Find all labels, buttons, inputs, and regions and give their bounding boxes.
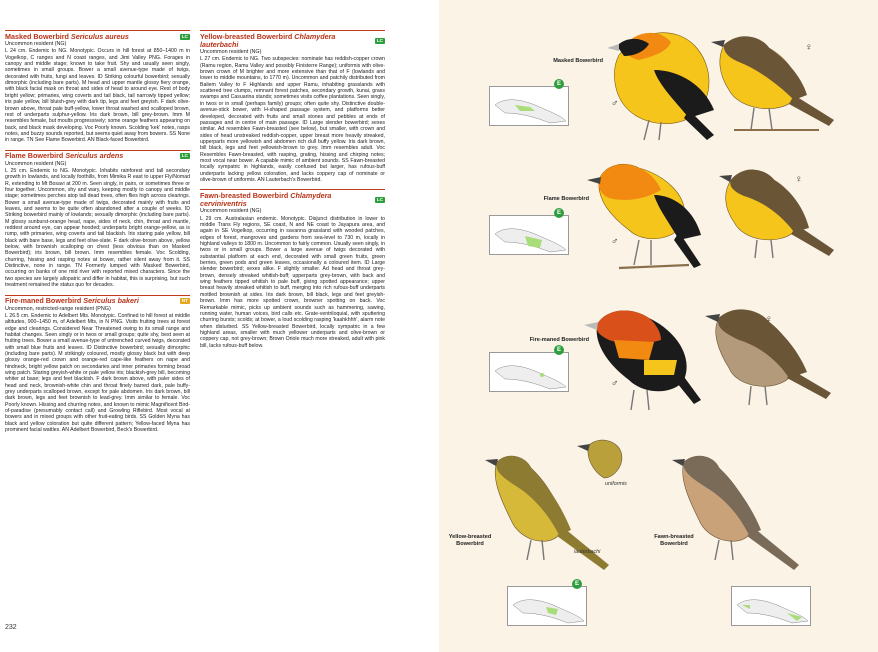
range-map-shape — [508, 587, 588, 627]
species-common-name: Masked Bowerbird — [5, 31, 69, 41]
species-scientific-name: Sericulus aureus — [70, 31, 129, 41]
label-lauterbachi: lauterbachi — [574, 549, 601, 555]
uniformis-head-illustration — [577, 440, 622, 478]
iucn-status-badge: LC — [181, 33, 188, 39]
label-yellow-breasted-bowerbird: Yellow-breasted Bowerbird — [448, 534, 492, 547]
species-header — [5, 30, 190, 41]
female-symbol: ♀ — [795, 174, 803, 185]
flame-bowerbird-male-illustration — [587, 164, 701, 268]
species-description: L 29 cm. Australasian endemic. Monotypic. Disjunct distribution in lower to middle Trans Fly regions, SE coast, N and NE coast to Jayapura area, and again in SE Vogelkop, occurring in savanna grassland with wooded patches, edges of forest, mangroves and gardens from sea-level to 730 m, locally in highland valleys to 1800 m. Uncommon to fairly common. Usually seen singly, in twos or in small groups. Bower a large avenue of twigs decorated with substantial platform at each end, decorated with small green fruits, green berries, green pods and green leaves, occasionally a coloured item. ID Large slender bowerbird; sexes alike. F slightly smaller. Ad head and throat grey-brown, densely streaked whitish-buff; upperparts grey-brown, with back and wing feathers tipped whitish to pale buff, giving spotted appearance; upper breast heavily streaked whitish to buff, merging into rich rufous-buff underparts mottled brownish at sides. Iris dark brown, bill black, legs and feet greyish-brown. Imm has more spotted crown, browner spotting on back. Voc Remarkable mimic, picks up ambient sounds such as hammering, sawing, running water, human voices, bird calls etc. Grate-ventriloquial, with sputtering churring bursts; scolds; at bower, a loud scolding rasping 'kaahkhhh', alarm note when disturbed. SS Yellow-breasted Bowerbird, locally sympatric in a few highland areas, smaller with much yellower underparts and olive-brown or coppery cap, not grey-brown; Brown Oriole much more streaked, adult with pink bill, lacks rufous-buff below. — [200, 215, 385, 349]
species-scientific-name: Chlamydera cerviniventris — [200, 190, 332, 208]
species-account-fawn-breasted — [200, 189, 385, 349]
range-map-yellow-breasted — [507, 581, 587, 626]
species-status: Uncommon, restricted-range resident (PNG) — [5, 305, 111, 312]
species-account-flame — [5, 150, 190, 289]
species-description: L 24 cm. Endemic to NG. Monotypic. Occurs in hill forest at 850–1400 m in Vogelkop, C ranges and N coast ranges, and Jimi Valley PNG. Forages in canopy and middle stage; known to take fruit. Shy and usually seen singly, sometimes in small groups. Bower a small avenue-type made of twigs, decorated with fruits, fungi and leaves. ID Striking colourful bowerbird; sexually dimorphic (including bare parts). M head and upper mantle glossy fiery orange, with black facial mask on throat and sides of head to around eye. Rest of body bright yellow; primaries, wing coverts and tail black, tail narrowly tipped yellow; iris pale yellow, bill bluish-grey with dark tip, legs and feet greyish. F dark olive-brown above, throat pale buff-yellow, lower throat washed and scalloped brown, rest of underparts sulphur-yellow. Iris dark brown, bill grey-brown. Imm M resembles female, but moults progressively; some orange feathers appearing on back, and black mask developing. Voc Poorly known. Scolding 'kek' notes, rasps notes, and buzzy sounds reported, but seems quiet away from bowers. SS None in range. TN See Flame Bowerbird. AN Black-faced Bowerbird. — [5, 48, 190, 144]
flame-bowerbird-female-illustration — [719, 170, 834, 258]
species-common-name: Fire-maned Bowerbird — [5, 296, 82, 305]
range-map-fire-maned — [489, 347, 569, 392]
species-status: Uncommon resident (NG) — [200, 49, 262, 55]
species-description: L 25 cm. Endemic to NG. Monotypic. Inhabits rainforest and tall secondary growth in lowlands, and locally foothills, from Mimika R east to upper Fly/Nomad R, extending to Mt Bosavi at 200 m. Seen singly, in pairs, or sometimes three or four together. Uncommon, shy and wary, keeping mostly to canopy and middle stage; sometimes perches atop tall dead trees, often flies high across clearings. Bower a small avenue-type made of twigs, decorated mainly with fruits and leaves, and seems to be quite often abandoned after a couple of weeks. ID Striking bowerbird mainly of lowlands; sexually dimorphic (including bare parts). M glossy sunburst-orange head, nape, sides of neck, chin, throat and mantle, reddest around eye, can appear hooded; underparts bright orange-yellow, as is rump, with primaries, wing coverts and tail blackish. Iris staring pale yellow, bill black with bare base, legs and feet olive-slate. F dark olive-brown above, yellow below, with brownish scalloping on chest (less obvious than on Masked Bowerbird); iris brown, bill brown. Imm resembles female. Voc Scolding, churring, hissing and rasping notes at bower, rather silent away from it. SS Distinctive, none in range. TN Formerly lumped with Masked Bowerbird, occurring on banks of one mid river with reported mixed characters. Since the two species are largely allopatric and differ in habitat, this is surprising, but such treatment remained the status quo for decades. — [5, 167, 190, 289]
range-map-flame — [489, 210, 569, 255]
label-fawn-breasted-bowerbird: Fawn-breasted Bowerbird — [654, 534, 694, 547]
text-column-1 — [5, 30, 190, 630]
range-map-shape — [490, 87, 570, 127]
species-description: L 26.5 cm. Endemic to Adelbert Mts. Monotypic. Confined to hill forest at middle altitudes, 900–1450 m, of Adelbert Mts, in N PNG. Visits fruiting trees at forest edge and clearings. Considered Near Threatened owing to its small range and habitat changes. Seen singly or in twos or small groups; quite shy, best seen at fruiting trees. Bower a small avenue-type of untrenched curved twigs, decorated with small blue fruits and leaves. ID Distinctive bowerbird; sexually dimorphic (including bare parts). M strikingly coloured, mostly glossy black but with deep glossy orange-red crown and orange-red cape-like feathers on nape and hindneck, bright yellow patch on secondaries and inner primaries forming broad wing patch. Staring greyish-white or pale yellow iris; blackish-grey bill, becoming whiter at base; legs and feet blackish. F dark brown above, with paler sides of head and neck, brownish-white chin and throat finely barred dark, pale buffy-grey underparts scalloped brown, except for pale abdomen. Iris dark brown, bill dark brown, legs and feet brownish to lead-grey. Imm similar to female. Voc Poorly known. Hissing and churring notes, and known to mimic Magnificent Bird-of-paradise (presumably contact call) and Growling Riflebird. Most vocal at bowers and in mixed groups with other fruit-eating birds. SS Golden Myna has black and yellow coloration but quite different pattern; Yellow-faced Myna has prominent facial wattles. AN Adelbert Bowerbird, Beck's Bowerbird. — [5, 312, 190, 434]
species-common-name: Fawn-breasted Bowerbird — [200, 190, 289, 200]
species-common-name: Flame Bowerbird — [5, 151, 64, 161]
endemic-badge: E — [554, 208, 564, 218]
species-account-yellow-breasted — [200, 30, 385, 183]
male-symbol: ♂ — [611, 378, 619, 389]
species-scientific-name: Sericulus ardens — [65, 151, 124, 161]
range-map-shape — [490, 216, 570, 256]
species-header — [5, 150, 190, 161]
label-fire-maned-bowerbird: Fire-maned Bowerbird — [529, 337, 589, 343]
label-uniformis: uniformis — [605, 481, 627, 487]
species-status: Uncommon resident (NG) — [200, 208, 262, 215]
male-symbol: ♂ — [611, 236, 619, 247]
species-status: Uncommon resident (NG) — [5, 41, 67, 47]
species-header — [200, 30, 385, 49]
iucn-status-badge: LC — [181, 153, 188, 159]
range-map-masked — [489, 81, 569, 126]
page-number: 232 — [5, 624, 17, 631]
masked-bowerbird-female-illustration — [711, 37, 834, 130]
female-symbol: ♀ — [805, 42, 813, 53]
label-flame-bowerbird: Flame Bowerbird — [543, 196, 589, 202]
illustration-plate — [439, 0, 878, 652]
species-account-masked — [5, 30, 190, 144]
range-map-fawn-breasted — [731, 586, 811, 626]
species-header — [5, 295, 190, 306]
species-description: L 27 cm. Endemic to NG. Two subspecies: nominate has reddish-copper crown (Ramu region, Ramu Valley and possibly Finisterre Range); uniformis with olive-brown crown of M brighter and more extensive than that of F (lowlands and lower to middle mountains, to 1770 m). Uncommon and patchily distributed from Baliem Valley to F Highlands and upper Ramu, inhabiting grasslands with scattered tree clumps, remnant forest patches, secondary growth, kunai, grass swamps and Casuarina stands; sometimes visits coffee plantations. Seen singly, in twos or in small (perhaps family) groups; often quite shy. Distinctive double-avenue-stick bower, with H-shaped passage system, and platforms better developed, decorated with fruits and small stones and pebbles at ends of passages and in centre of main passage. ID Large slender bowerbird; sexes similar. Ad resembles Fawn-breasted (see below), but smaller, with crown and sides of head unstreaked reddish-copper, upper breast more heavily streaked, upperparts more yellowish and abdomen rich dull buffy yellow. Iris dark brown, bill black, legs and feet yellowish-brown to grey. Imm resembles adult. Voc Resembles Fawn-breasted, with rasping, grating, hissing and chirping notes; most vocal near bower. A capable mimic of ambient sounds. SS Fawn-breasted locally sympatric in highlands, easily confused but larger, has rufous-buff underparts lacking yellow coloration, and lacks coppery cap of nominate or olive-brown of uniformis. AN Lauterbach's Bowerbird. — [200, 56, 385, 183]
species-header — [200, 189, 385, 208]
iucn-status-badge: NT — [181, 298, 188, 303]
endemic-badge: E — [554, 79, 564, 89]
text-column-2 — [200, 30, 385, 630]
species-account-fire-maned — [5, 295, 190, 434]
species-scientific-name: Chlamydera lauterbachi — [200, 31, 336, 49]
species-scientific-name: Sericulus bakeri — [83, 296, 139, 305]
label-masked-bowerbird: Masked Bowerbird — [553, 58, 603, 64]
fire-maned-bowerbird-male-illustration — [584, 311, 701, 410]
female-symbol: ♀ — [765, 314, 773, 325]
endemic-badge: E — [554, 345, 564, 355]
iucn-status-badge: LC — [376, 37, 383, 43]
species-common-name: Yellow-breasted Bowerbird — [200, 31, 293, 41]
range-map-shape — [490, 353, 570, 393]
species-status: Uncommon resident (NG) — [5, 160, 67, 167]
fawn-breasted-bowerbird-illustration — [672, 456, 799, 570]
range-map-shape — [732, 587, 812, 627]
masked-bowerbird-male-illustration — [607, 33, 714, 140]
iucn-status-badge: LC — [376, 196, 383, 202]
endemic-badge: E — [572, 579, 582, 589]
male-symbol: ♂ — [611, 98, 619, 109]
